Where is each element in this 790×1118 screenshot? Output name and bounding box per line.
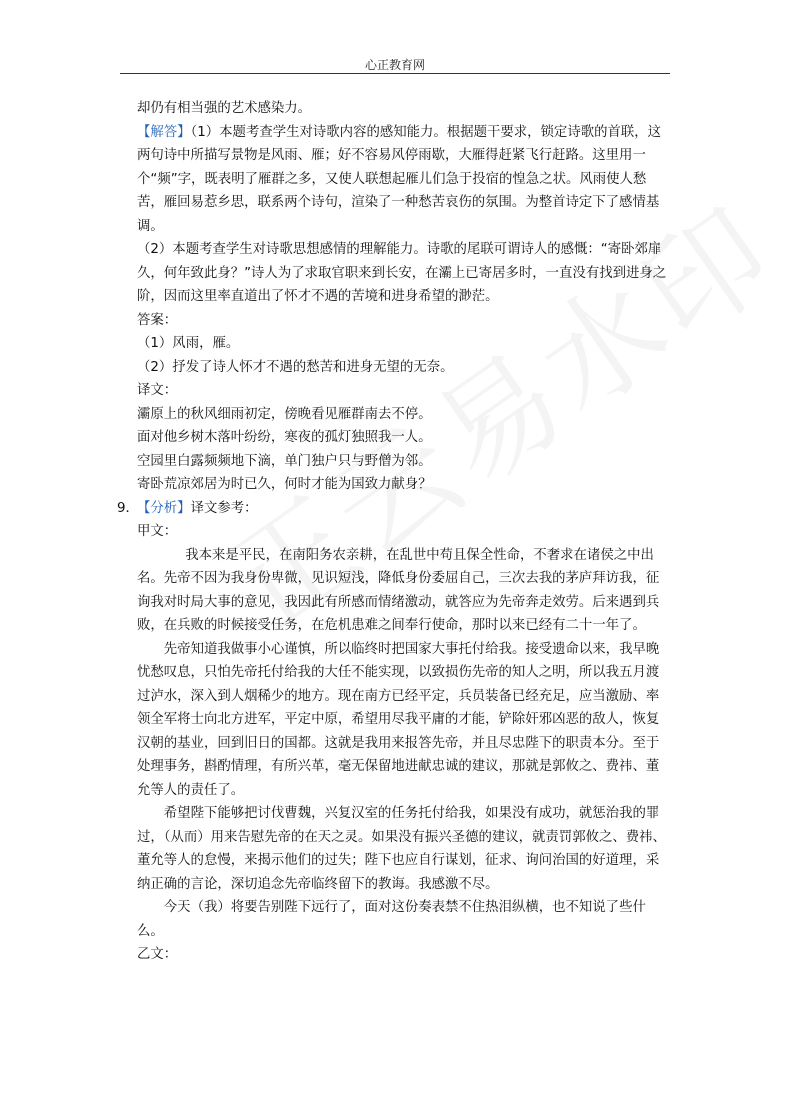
text-a-paragraph-2: 先帝知道我做事小心谨慎，所以临终时把国家大事托付给我。接受遗命以来，我早晚忧愁叹息，只怕先帝托付给我的大任不能实现，以致损伤先帝的知人之明，所以我五月渡过泸水，深入到人烟稀少的地方。现在南方已经平定，兵员装备已经充足，应当激励、率领全军将士向北方进军，平定中原，希望用尽我平庸的才能，铲除奸邪凶恶的敌人，恢复汉朝的基业，回到旧日的国都。这就是我用来报答先帝，并且尽忠陛下的职责本分。至于处理事务，斟酌情理，有所兴革，毫无保留地进献忠诚的建议，那就是郭攸之、费祎、董允等人的责任了。 bbox=[137, 641, 660, 798]
text-a-label: 甲文： bbox=[137, 524, 178, 539]
analysis-paragraph-2: （2）本题考查学生对诗歌思想感情的理解能力。诗歌的尾联可谓诗人的感慨：“寄卧郊扉久，何年致此身？”诗人为了求取官职来到长安，在灞上已寄居多时，一直没有找到进身之阶，因而这里率直道出了怀才不遇的苦境和进身希望的渺茫。 bbox=[137, 242, 667, 304]
answer-paragraph bbox=[137, 121, 670, 239]
answer-item-2: （2）抒发了诗人怀才不遇的愁苦和进身无望的无奈。 bbox=[137, 359, 454, 375]
question-9-heading bbox=[117, 497, 670, 521]
text-line: 却仍有相当强的艺术感染力。 bbox=[137, 101, 312, 116]
translation-line: 面对他乡树木落叶纷纷，寒夜的孤灯独照我一人。 bbox=[137, 430, 432, 445]
question-number: 9． bbox=[117, 500, 139, 516]
translation-line: 空园里白露频频地下滴，单门独户只与野僧为邻。 bbox=[137, 453, 432, 469]
page-header: 心正教育网 bbox=[364, 58, 425, 72]
answer-item-1: （1）风雨，雁。 bbox=[137, 336, 240, 351]
analysis-tag: 【分析】 bbox=[137, 500, 191, 516]
answer-tag: 【解答】 bbox=[137, 124, 191, 140]
document-body bbox=[117, 97, 670, 967]
text-a-paragraph-1: 我本来是平民，在南阳务农亲耕，在乱世中苟且保全性命，不奢求在诸侯之中出名。先帝不因为我身份卑微，见识短浅，降低身份委屈自己，三次去我的茅庐拜访我，征询我对时局大事的意见，我因此有所感而情绪激动，就答应为先帝奔走效劳。后来遇到兵败，在兵败的时候接受任务，在危机患难之间奉行使命，那时以来已经有二十一年了。 bbox=[137, 547, 660, 633]
text-a-paragraph-4: 今天（我）将要告别陛下远行了，面对这份奏表禁不住热泪纵横，也不知说了些什么。 bbox=[137, 900, 646, 939]
translation-line: 灞原上的秋风细雨初定，傍晚看见雁群南去不停。 bbox=[137, 406, 432, 422]
text-a-paragraph-3: 希望陛下能够把讨伐曹魏，兴复汉室的任务托付给我，如果没有成功，就惩治我的罪过，（从而）用来告慰先帝的在天之灵。如果没有振兴圣德的建议，就责罚郭攸之、费祎、董允等人的怠慢，来揭示他们的过失；陛下也应自行谋划，征求、询问治国的好道理，采纳正确的言论，深切追念先帝临终留下的教诲。我感激不尽。 bbox=[137, 806, 666, 892]
translation-line: 寄卧荒凉郊居为时已久，何时才能为国致力献身？ bbox=[137, 477, 432, 492]
header-divider bbox=[120, 73, 670, 74]
answer-label: 答案： bbox=[137, 312, 178, 328]
answer-text: （1）本题考查学生对诗歌内容的感知能力。根据题干要求，锁定诗歌的首联，这两句诗中所描写景物是风雨、雁；好不容易风停雨歇，大雁得赶紧飞行赶路。这里用一个“频”字，既表明了雁群之多，又使人联想起雁儿们急于投宿的惶急之状。风雨使人愁苦，雁回易惹乡思，联系两个诗句，渲染了一种愁苦哀伤的氛围。为整首诗定下了感情基调。 bbox=[137, 124, 662, 234]
translation-label: 译文： bbox=[137, 383, 178, 398]
text-b-label: 乙文： bbox=[137, 947, 178, 962]
analysis-text: 译文参考： bbox=[190, 500, 258, 516]
